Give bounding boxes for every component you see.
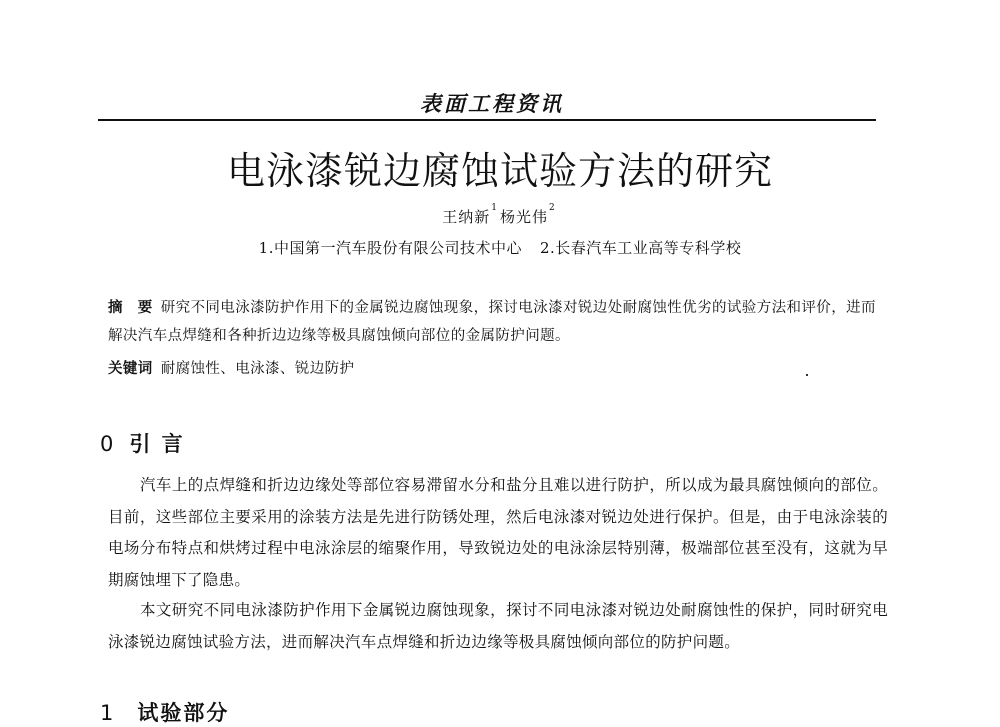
section-number: 1 [100, 701, 116, 725]
author-line [0, 203, 1000, 227]
stray-dot [806, 374, 808, 376]
paper-title: 电泳漆锐边腐蚀试验方法的研究 [226, 149, 773, 193]
section-title: 引 言 [129, 432, 185, 456]
keywords-label: 关键词 [108, 361, 153, 377]
abstract-label: 摘 要 [108, 300, 153, 316]
header-rule [98, 119, 876, 121]
paragraph: 本文研究不同电泳漆防护作用下金属锐边腐蚀现象，探讨不同电泳漆对锐边处耐腐蚀性的保护，同时研究电泳漆锐边腐蚀试验方法，进而解决汽车点焊缝和折边边缘等极具腐蚀倾向部位的防护问题。 [108, 601, 888, 651]
keywords [108, 357, 888, 378]
author-name: 王纳新 [442, 208, 491, 226]
author-affil-mark: 1 [491, 203, 498, 213]
section-number: 0 [100, 432, 116, 456]
author-affil-mark: 2 [549, 203, 556, 213]
keywords-text: 耐腐蚀性、电泳漆、锐边防护 [160, 361, 355, 377]
section-heading-experiment [100, 697, 229, 727]
section-title: 试验部分 [137, 701, 230, 725]
abstract-text: 研究不同电泳漆防护作用下的金属锐边腐蚀现象，探讨电泳漆对锐边处耐腐蚀性优劣的试验方法和评价，进而解决汽车点焊缝和各种折边边缘等极具腐蚀倾向部位的金属防护问题。 [108, 300, 876, 344]
section-heading-introduction [100, 428, 185, 458]
abstract [108, 294, 888, 350]
affiliation: 2.长春汽车工业高等专科学校 [540, 239, 742, 257]
paragraph: 汽车上的点焊缝和折边边缘处等部位容易滞留水分和盐分且难以进行防护，所以成为最具腐蚀倾向的部位。目前，这些部位主要采用的涂装方法是先进行防锈处理，然后电泳漆对锐边处进行保护。但是，由于电泳涂装的电场分布特点和烘烤过程中电泳涂层的缩聚作用，导致锐边处的电泳涂层特别薄，极端部位甚至没有，这就为早期腐蚀埋下了隐患。 [108, 476, 888, 589]
affiliation: 1.中国第一汽车股份有限公司技术中心 [258, 239, 522, 257]
journal-header: 表面工程资讯 [420, 91, 564, 116]
author-name: 杨光伟 [500, 208, 549, 226]
affiliation-line [0, 237, 1000, 258]
